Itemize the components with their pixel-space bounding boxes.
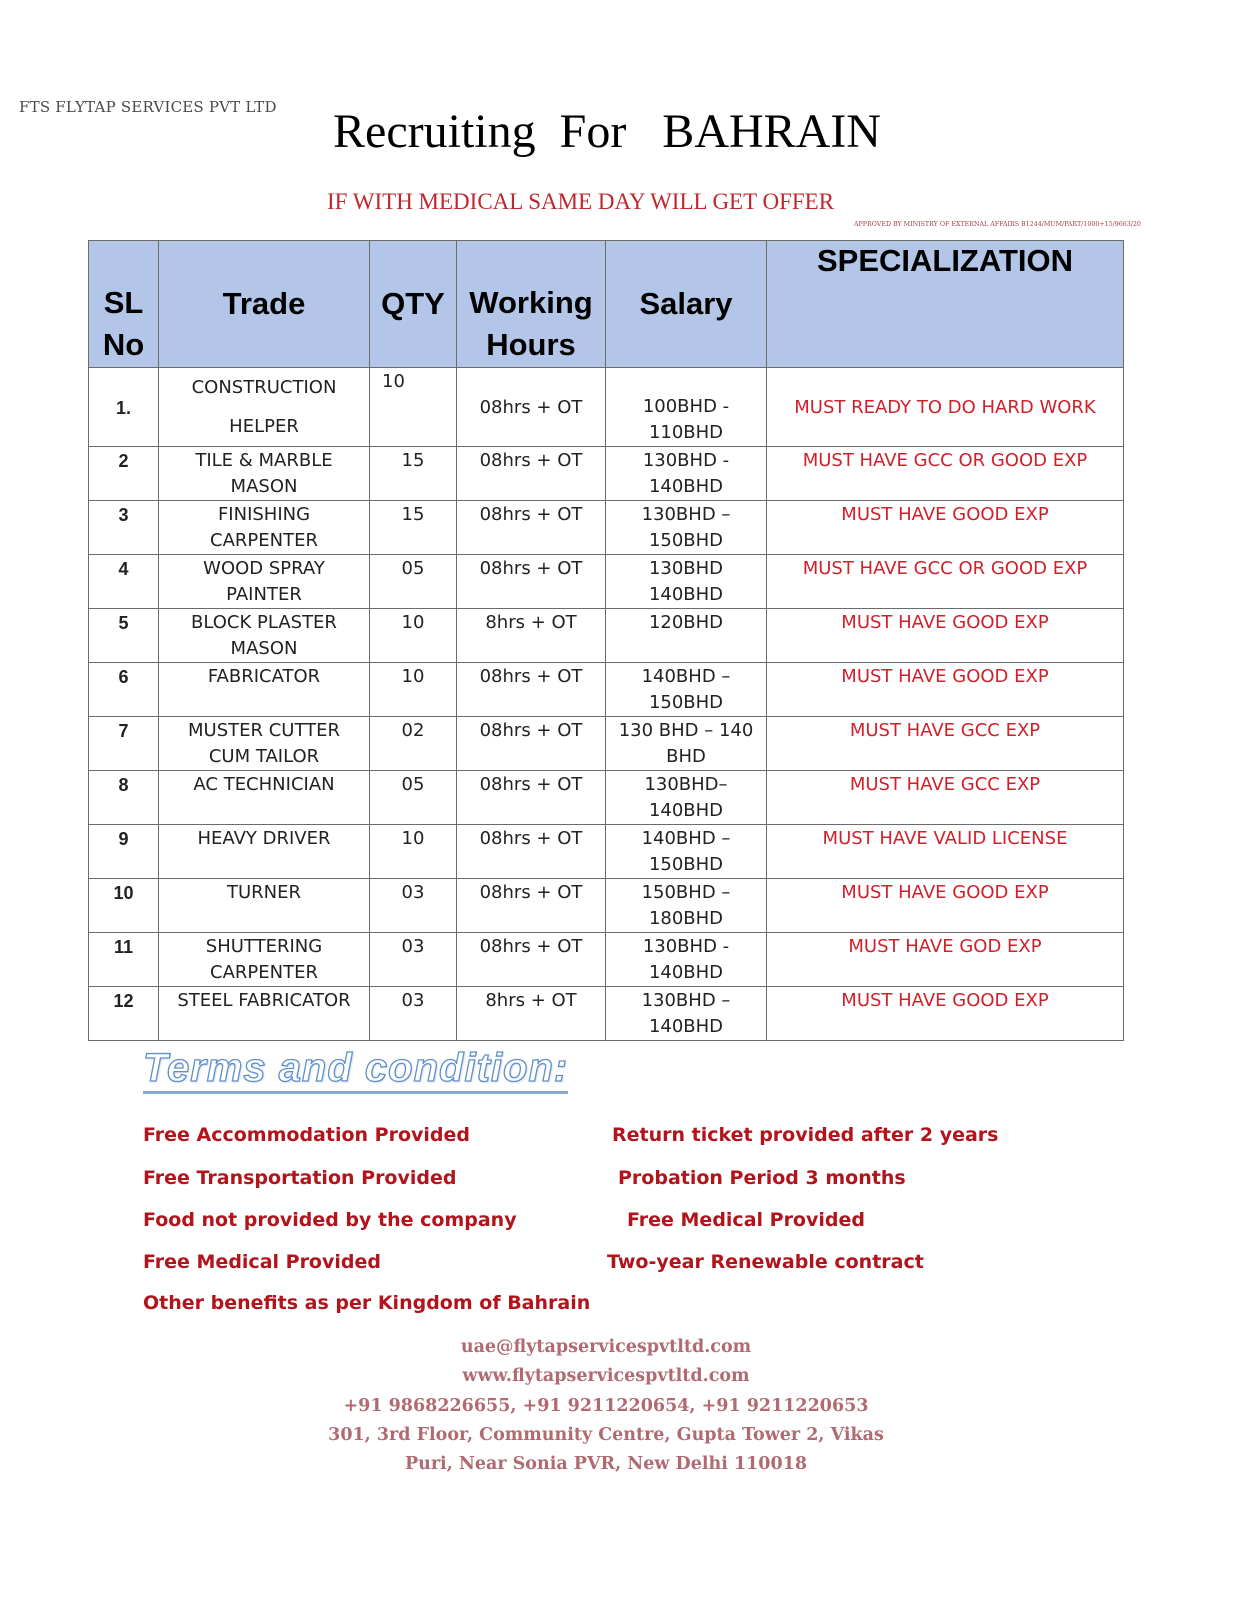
table-row bbox=[89, 368, 1124, 447]
cell-specialization: MUST HAVE GCC OR GOOD EXP bbox=[767, 447, 1124, 501]
cell-trade: FINISHING CARPENTER bbox=[159, 501, 370, 555]
page-title: Recruiting For BAHRAIN bbox=[333, 105, 881, 158]
cell-specialization: MUST HAVE GCC EXP bbox=[767, 771, 1124, 825]
cell-working-hours: 08hrs + OT bbox=[457, 555, 606, 609]
term-item: Free Medical Provided bbox=[143, 1251, 381, 1273]
table-row bbox=[89, 825, 1124, 879]
term-item: Free Accommodation Provided bbox=[143, 1124, 470, 1146]
term-item: Food not provided by the company bbox=[143, 1209, 517, 1231]
cell-salary: 130BHD – 140BHD bbox=[606, 987, 767, 1041]
cell-trade: BLOCK PLASTER MASON bbox=[159, 609, 370, 663]
cell-sl-no: 8 bbox=[89, 771, 159, 825]
footer-phones: +91 9868226655, +91 9211220654, +91 9211220653 bbox=[343, 1396, 869, 1416]
cell-specialization: MUST HAVE GOOD EXP bbox=[767, 501, 1124, 555]
cell-specialization: MUST READY TO DO HARD WORK bbox=[767, 368, 1124, 447]
table-row bbox=[89, 879, 1124, 933]
cell-sl-no: 9 bbox=[89, 825, 159, 879]
cell-sl-no: 5 bbox=[89, 609, 159, 663]
table-row bbox=[89, 771, 1124, 825]
cell-salary: 130BHD– 140BHD bbox=[606, 771, 767, 825]
cell-qty: 05 bbox=[370, 555, 457, 609]
cell-specialization: MUST HAVE VALID LICENSE bbox=[767, 825, 1124, 879]
cell-specialization: MUST HAVE GOOD EXP bbox=[767, 609, 1124, 663]
col-header-specialization: SPECIALIZATION bbox=[767, 241, 1124, 368]
cell-sl-no: 2 bbox=[89, 447, 159, 501]
cell-sl-no: 10 bbox=[89, 879, 159, 933]
cell-specialization: MUST HAVE GOOD EXP bbox=[767, 987, 1124, 1041]
term-item: Other benefits as per Kingdom of Bahrain bbox=[143, 1292, 591, 1314]
table-row bbox=[89, 609, 1124, 663]
cell-specialization: MUST HAVE GCC EXP bbox=[767, 717, 1124, 771]
footer-website[interactable]: www.flytapservicespvtltd.com bbox=[462, 1366, 750, 1386]
offer-subtitle: IF WITH MEDICAL SAME DAY WILL GET OFFER bbox=[327, 189, 835, 214]
table-row bbox=[89, 555, 1124, 609]
cell-salary: 130BHD 140BHD bbox=[606, 555, 767, 609]
cell-qty: 10 bbox=[370, 663, 457, 717]
footer-address-line1: 301, 3rd Floor, Community Centre, Gupta Tower 2, Vikas bbox=[328, 1425, 884, 1445]
term-item: Free Medical Provided bbox=[627, 1209, 865, 1231]
cell-sl-no: 6 bbox=[89, 663, 159, 717]
term-item: Return ticket provided after 2 years bbox=[612, 1124, 999, 1146]
cell-working-hours: 08hrs + OT bbox=[457, 771, 606, 825]
cell-working-hours: 08hrs + OT bbox=[457, 663, 606, 717]
cell-trade: SHUTTERING CARPENTER bbox=[159, 933, 370, 987]
cell-trade: TILE & MARBLE MASON bbox=[159, 447, 370, 501]
table-row bbox=[89, 663, 1124, 717]
col-header-salary: Salary bbox=[606, 241, 767, 368]
cell-sl-no: 3 bbox=[89, 501, 159, 555]
cell-specialization: MUST HAVE GOOD EXP bbox=[767, 663, 1124, 717]
cell-sl-no: 12 bbox=[89, 987, 159, 1041]
cell-working-hours: 08hrs + OT bbox=[457, 501, 606, 555]
table-row bbox=[89, 501, 1124, 555]
cell-qty: 03 bbox=[370, 933, 457, 987]
jobs-table bbox=[88, 240, 1124, 1041]
cell-salary: 130 BHD – 140 BHD bbox=[606, 717, 767, 771]
cell-working-hours: 08hrs + OT bbox=[457, 368, 606, 447]
cell-qty: 03 bbox=[370, 987, 457, 1041]
cell-sl-no: 1. bbox=[89, 368, 159, 447]
cell-trade: MUSTER CUTTER CUM TAILOR bbox=[159, 717, 370, 771]
approval-note: APPROVED BY MINISTRY OF EXTERNAL AFFAIRS B1244/MUM/PART/1000+15/9663/20 bbox=[854, 221, 1141, 228]
cell-salary: 120BHD bbox=[606, 609, 767, 663]
cell-salary: 130BHD – 150BHD bbox=[606, 501, 767, 555]
cell-specialization: MUST HAVE GOD EXP bbox=[767, 933, 1124, 987]
cell-salary: 140BHD – 150BHD bbox=[606, 825, 767, 879]
table-row bbox=[89, 987, 1124, 1041]
cell-qty: 15 bbox=[370, 447, 457, 501]
cell-qty: 15 bbox=[370, 501, 457, 555]
cell-specialization: MUST HAVE GCC OR GOOD EXP bbox=[767, 555, 1124, 609]
term-item: Probation Period 3 months bbox=[618, 1167, 906, 1189]
cell-working-hours: 08hrs + OT bbox=[457, 447, 606, 501]
cell-trade: STEEL FABRICATOR bbox=[159, 987, 370, 1041]
cell-specialization: MUST HAVE GOOD EXP bbox=[767, 879, 1124, 933]
table-header-row bbox=[89, 241, 1124, 368]
cell-salary: 140BHD – 150BHD bbox=[606, 663, 767, 717]
cell-working-hours: 08hrs + OT bbox=[457, 933, 606, 987]
term-item: Two-year Renewable contract bbox=[607, 1251, 924, 1273]
term-item: Free Transportation Provided bbox=[143, 1167, 457, 1189]
cell-sl-no: 11 bbox=[89, 933, 159, 987]
col-header-hours: Working Hours bbox=[457, 241, 606, 368]
cell-salary: 100BHD - 110BHD bbox=[606, 368, 767, 447]
cell-sl-no: 4 bbox=[89, 555, 159, 609]
col-header-qty: QTY bbox=[370, 241, 457, 368]
footer-email[interactable]: uae@flytapservicespvtltd.com bbox=[460, 1337, 752, 1357]
cell-trade: HEAVY DRIVER bbox=[159, 825, 370, 879]
cell-qty: 10 bbox=[370, 609, 457, 663]
footer-address-line2: Puri, Near Sonia PVR, New Delhi 110018 bbox=[404, 1454, 808, 1474]
table-row bbox=[89, 933, 1124, 987]
col-header-sl: SL No bbox=[89, 241, 159, 368]
cell-trade: FABRICATOR bbox=[159, 663, 370, 717]
cell-qty: 10 bbox=[370, 825, 457, 879]
cell-salary: 130BHD - 140BHD bbox=[606, 933, 767, 987]
cell-qty: 05 bbox=[370, 771, 457, 825]
cell-qty: 10 bbox=[370, 368, 457, 447]
cell-working-hours: 8hrs + OT bbox=[457, 609, 606, 663]
cell-trade: WOOD SPRAY PAINTER bbox=[159, 555, 370, 609]
table-row bbox=[89, 717, 1124, 771]
cell-working-hours: 8hrs + OT bbox=[457, 987, 606, 1041]
cell-working-hours: 08hrs + OT bbox=[457, 825, 606, 879]
terms-title: Terms and condition: bbox=[143, 1045, 568, 1094]
cell-salary: 130BHD - 140BHD bbox=[606, 447, 767, 501]
cell-trade: CONSTRUCTION HELPER bbox=[159, 368, 370, 447]
cell-qty: 03 bbox=[370, 879, 457, 933]
table-row bbox=[89, 447, 1124, 501]
cell-working-hours: 08hrs + OT bbox=[457, 717, 606, 771]
cell-trade: AC TECHNICIAN bbox=[159, 771, 370, 825]
col-header-trade: Trade bbox=[159, 241, 370, 368]
cell-working-hours: 08hrs + OT bbox=[457, 879, 606, 933]
company-name: FTS FLYTAP SERVICES PVT LTD bbox=[19, 98, 277, 116]
cell-salary: 150BHD – 180BHD bbox=[606, 879, 767, 933]
cell-sl-no: 7 bbox=[89, 717, 159, 771]
cell-trade: TURNER bbox=[159, 879, 370, 933]
cell-qty: 02 bbox=[370, 717, 457, 771]
